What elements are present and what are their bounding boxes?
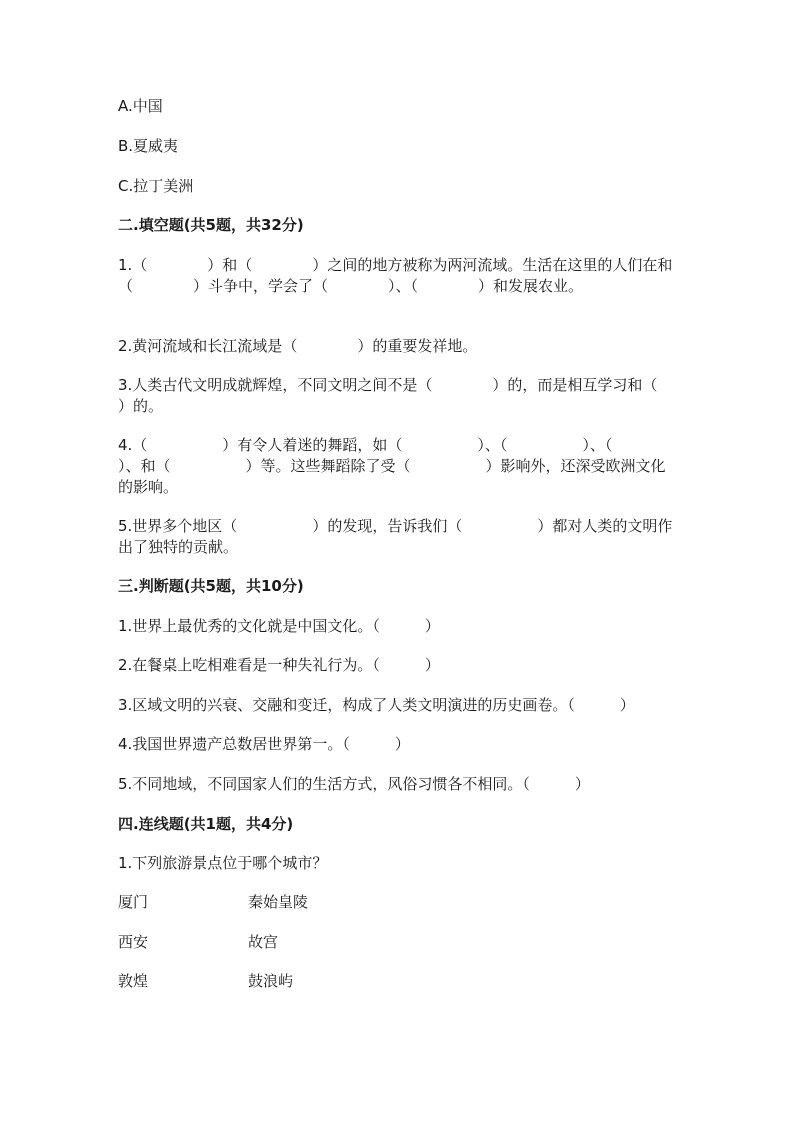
section-2-title: 二.填空题(共5题，共32分) [118,216,304,234]
fill-question-3: 3.人类古代文明成就辉煌，不同文明之间不是（ ）的，而是相互学习和（ ）的。 [118,376,718,415]
fill-question-2: 2.黄河流域和长江流域是（ ）的重要发祥地。 [118,337,478,355]
option-b: B.夏威夷 [118,137,179,155]
fill-question-4: 4.（ ）有令人着迷的舞蹈，如（ ）、（ ）、（ ）、和（ ）等。这些舞蹈除了受（ ）影响外，还深受欧洲文化的影响。 [118,436,688,496]
match-site-2[interactable]: 故宫 [248,933,279,951]
section-3-title: 三.判断题(共5题，共10分) [118,577,304,595]
match-city-3[interactable]: 敦煌 [118,972,149,990]
judge-question-3: 3.区域文明的兴衰、交融和变迁，构成了人类文明演进的历史画卷。（ ） [118,696,635,714]
fill-question-1: 1.（ ）和（ ）之间的地方被称为两河流域。生活在这里的人们在和（ ）斗争中，学会了（ ）、（ ）和发展农业。 [118,256,673,295]
fill-question-5: 5.世界多个地区（ ）的发现，告诉我们（ ）都对人类的文明作出了独特的贡献。 [118,517,673,556]
match-city-1[interactable]: 厦门 [118,893,149,911]
option-a: A.中国 [118,97,163,115]
option-c: C.拉丁美洲 [118,177,194,195]
match-city-2[interactable]: 西安 [118,933,149,951]
judge-question-2: 2.在餐桌上吃相难看是一种失礼行为。（ ） [118,656,440,674]
judge-question-4: 4.我国世界遗产总数居世界第一。（ ） [118,735,410,753]
match-site-1[interactable]: 秦始皇陵 [248,893,309,911]
match-question: 1.下列旅游景点位于哪个城市？ [118,854,328,872]
match-site-3[interactable]: 鼓浪屿 [248,972,294,990]
worksheet-page [118,0,718,1123]
judge-question-1: 1.世界上最优秀的文化就是中国文化。（ ） [118,617,440,635]
section-4-title: 四.连线题(共1题，共4分) [118,815,294,833]
judge-question-5: 5.不同地域，不同国家人们的生活方式，风俗习惯各不相同。（ ） [118,775,590,793]
